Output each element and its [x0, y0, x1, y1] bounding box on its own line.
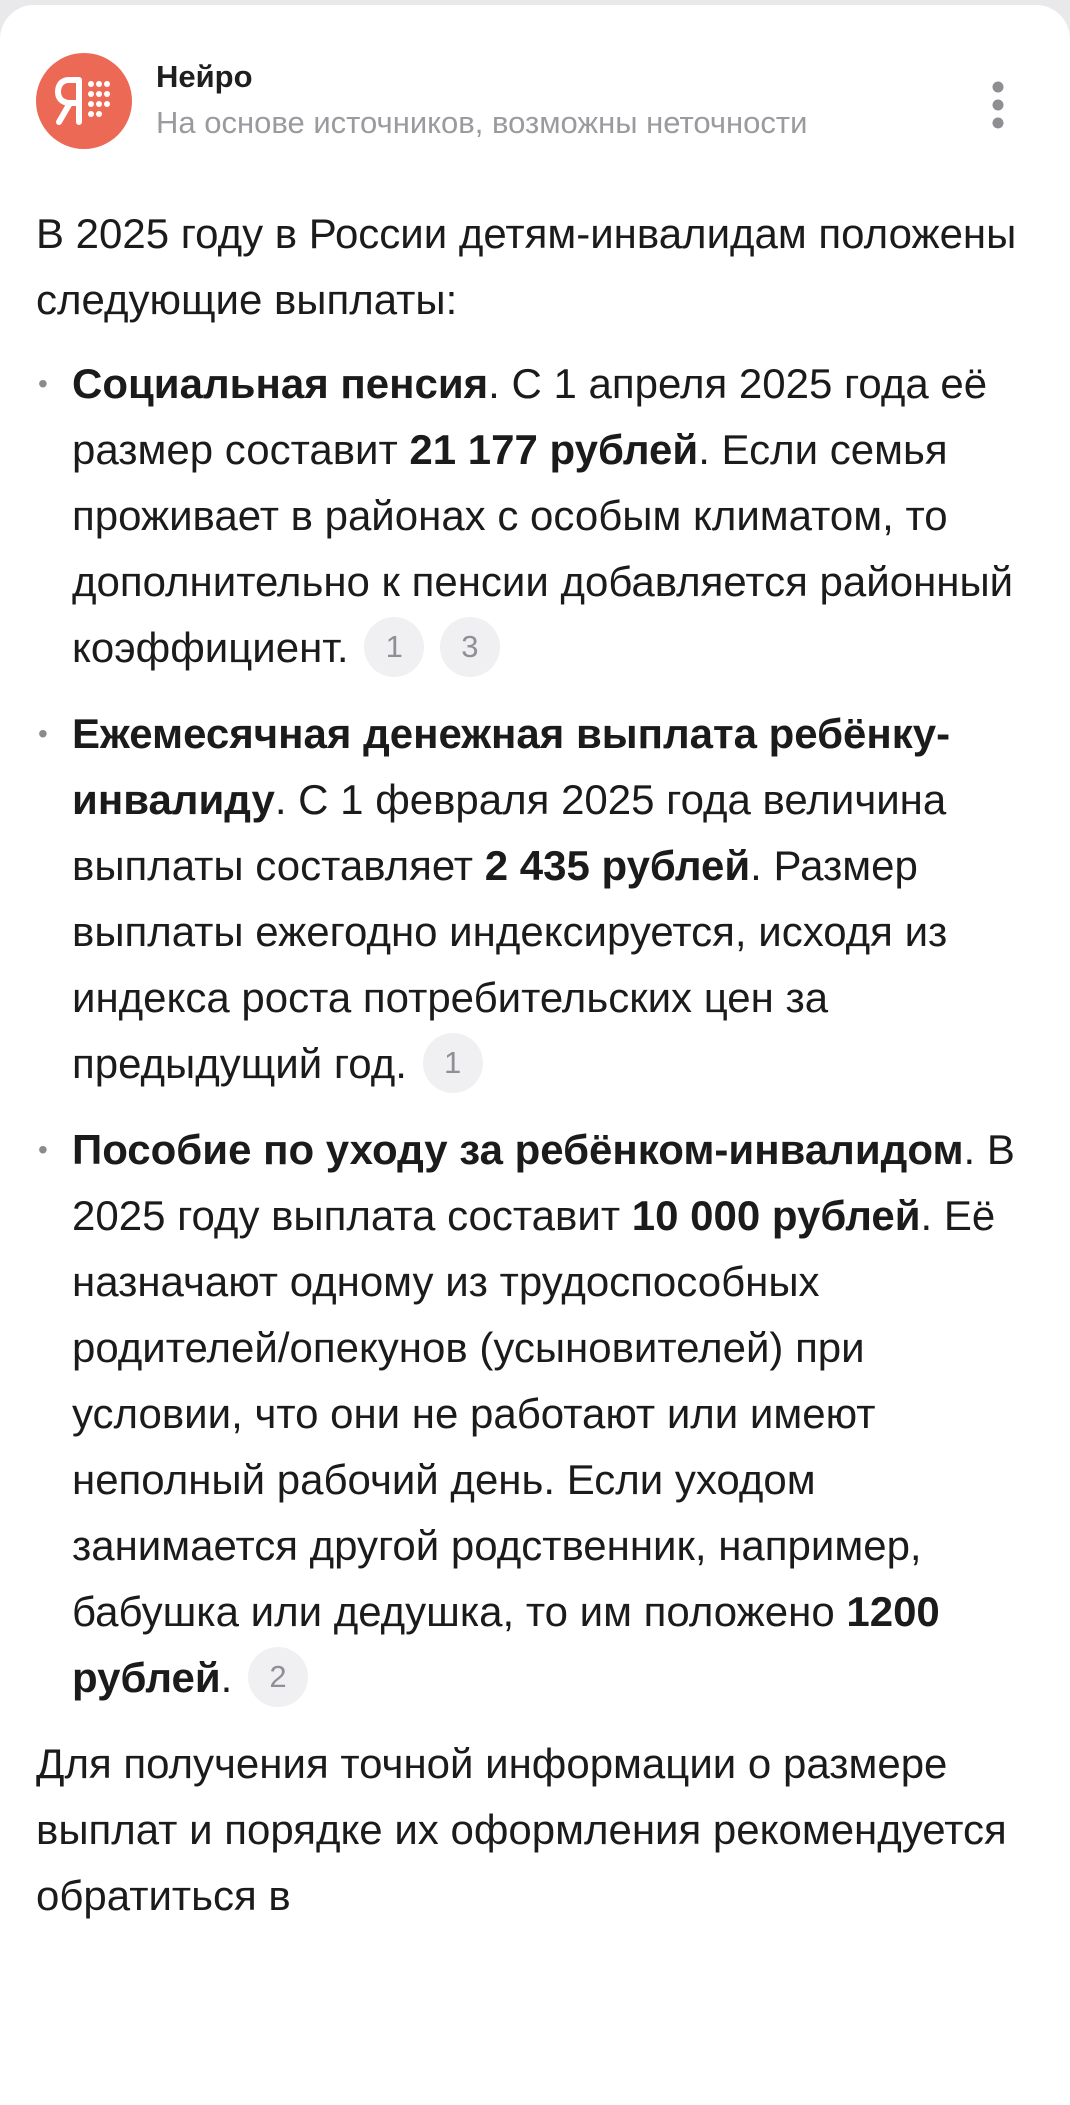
payment-item: [36, 351, 1036, 681]
yandex-neuro-logo-icon: [36, 53, 132, 149]
payment-amount: 10 000 рублей: [631, 1192, 921, 1239]
bullet-icon: •: [38, 1134, 48, 1165]
payments-list: [36, 351, 1036, 1711]
payment-item: [36, 1117, 1036, 1711]
payment-item: [36, 701, 1036, 1097]
more-options-button[interactable]: [976, 73, 1020, 137]
bullet-icon: •: [38, 718, 48, 749]
payment-text: . Её назначают одному из трудоспособных родителей/опекунов (усыновителей) при условии, что они не работают или имеют неполный рабочий день. Если уходом занимается другой родственник, например, бабушка или дедушка, то им положено: [72, 1192, 996, 1635]
payment-amount: 21 177 рублей: [409, 426, 699, 473]
citation-badge[interactable]: 2: [248, 1647, 308, 1707]
payment-text: . Если семья проживает в районах с особым климатом, то дополнительно к пенсии добавляется районный коэффициент.: [72, 426, 1014, 671]
answer-outro: Для получения точной информации о размере выплат и порядке их оформления рекомендуется обратиться в: [36, 1740, 1007, 1919]
payment-text: . С 1 апреля 2025 года её размер составит: [72, 360, 988, 473]
more-vertical-icon: [991, 80, 1005, 130]
payment-amount: 2 435 рублей: [484, 842, 751, 889]
payment-title: Ежемесячная денежная выплата ребёнку-инвалиду: [72, 710, 951, 823]
citation-badge[interactable]: 3: [440, 617, 500, 677]
payment-text: . В 2025 году выплата составит: [72, 1126, 1015, 1239]
disclaimer-text: На основе источников, возможны неточности: [156, 105, 808, 140]
payment-text: . Размер выплаты ежегодно индексируется, исходя из индекса роста потребительских цен за предыдущий год.: [72, 842, 948, 1087]
app-name: Нейро: [156, 59, 253, 94]
citation-badge[interactable]: 1: [364, 617, 424, 677]
payment-text: . С 1 февраля 2025 года величина выплаты составляет: [72, 776, 947, 889]
payment-title: Социальная пенсия: [72, 360, 489, 407]
answer-intro: В 2025 году в России детям-инвалидам положены следующие выплаты:: [36, 210, 1017, 323]
payment-amount: 1200 рублей: [72, 1588, 940, 1701]
answer-body: [36, 201, 1036, 1929]
neuro-answer-card: [0, 5, 1070, 2105]
payment-text: .: [220, 1654, 233, 1701]
bullet-icon: •: [38, 368, 48, 399]
answer-header: [36, 53, 1036, 153]
citation-badge[interactable]: 1: [423, 1033, 483, 1093]
payment-title: Пособие по уходу за ребёнком-инвалидом: [72, 1126, 964, 1173]
